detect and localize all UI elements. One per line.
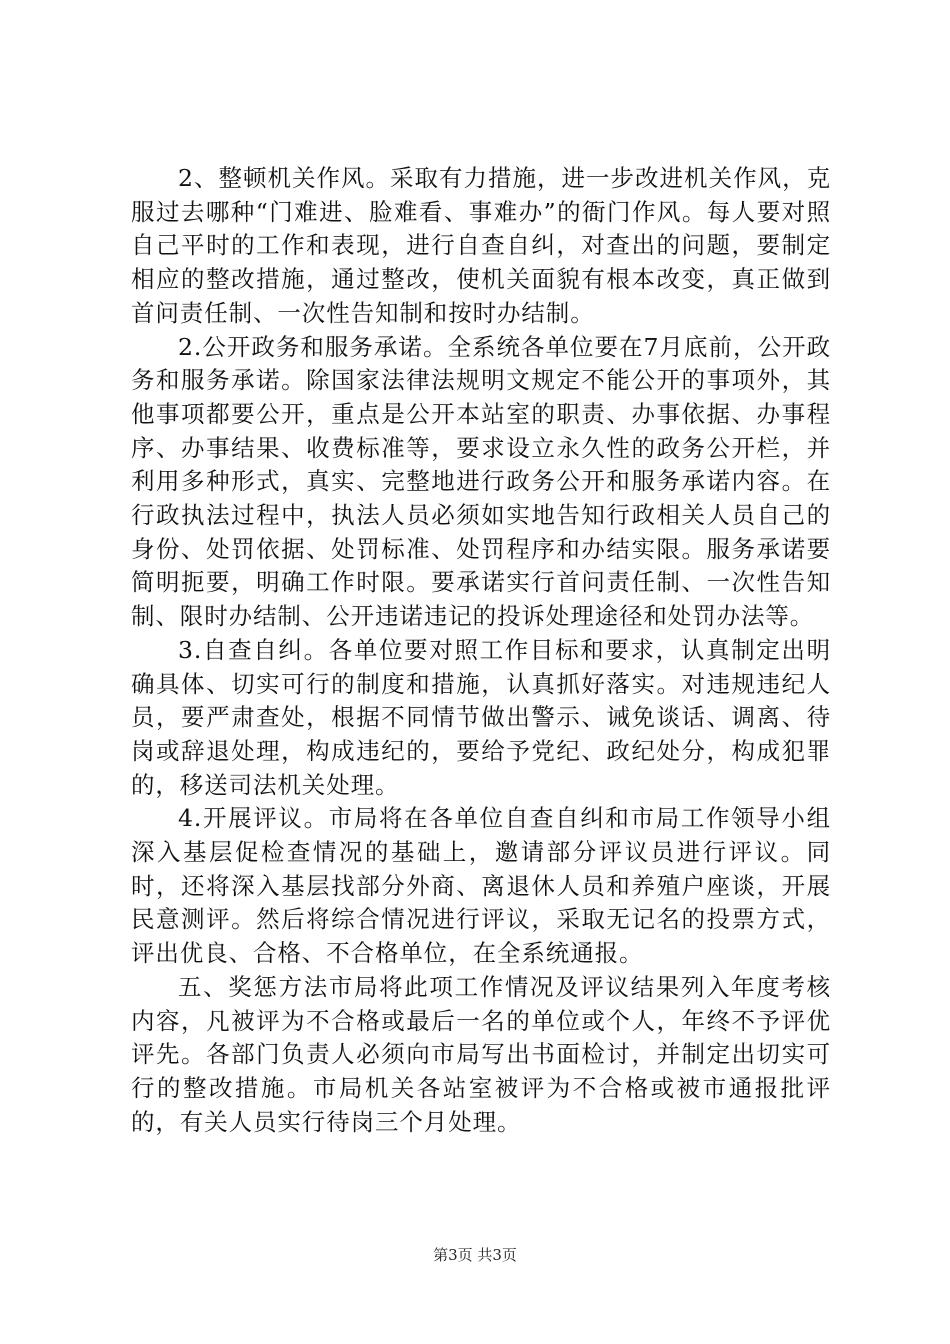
- paragraph-open-government-affairs: 2.公开政务和服务承诺。全系统各单位要在7月底前，公开政务和服务承诺。除国家法律法规明文规定不能公开的事项外，其他事项都要公开，重点是公开本站室的职责、办事依据、办事程序、办事结果、收费标准等，要求设立永久性的政务公开栏，并利用多种形式，真实、完整地进行政务公开和服务承诺内容。在行政执法过程中，执法人员必须如实地告知行政相关人员自己的身份、处罚依据、处罚标准、处罚程序和办结实限。服务承诺要简明扼要，明确工作时限。要承诺实行首问责任制、一次性告知制、限时办结制、公开违诺违记的投诉处理途径和处罚办法等。: [131, 332, 831, 631]
- page-number: 第3页: [433, 1246, 473, 1264]
- paragraph-rectify-work-style: 2、整顿机关作风。采取有力措施，进一步改进机关作风，克服过去哪种“门难进、脸难看、事难办”的衙门作风。每人要对照自己平时的工作和表现，进行自查自纠，对查出的问题，要制定相应的整改措施，通过整改，使机关面貌有根本改变，真正做到首问责任制、一次性告知制和按时办结制。: [131, 164, 831, 327]
- document-body: [131, 162, 831, 1139]
- page-total: 共3页: [477, 1246, 517, 1264]
- paragraph-carry-out-evaluation: 4.开展评议。市局将在各单位自查自纠和市局工作领导小组深入基层促检查情况的基础上，邀请部分评议员进行评议。同时，还将深入基层找部分外商、离退休人员和养殖户座谈，开展民意测评。然后将综合情况进行评议，采取无记名的投票方式，评出优良、合格、不合格单位，在全系统通报。: [131, 804, 831, 968]
- page-footer: [0, 1246, 950, 1264]
- paragraph-rewards-and-penalties: 五、奖惩方法市局将此项工作情况及评议结果列入年度考核内容，凡被评为不合格或最后一名的单位或个人，年终不予评优评先。各部门负责人必须向市局写出书面检讨，并制定出切实可行的整改措施。市局机关各站室被评为不合格或被市通报批评的，有关人员实行待岗三个月处理。: [131, 972, 831, 1136]
- paragraph-self-inspection: 3.自查自纠。各单位要对照工作目标和要求，认真制定出明确具体、切实可行的制度和措施，认真抓好落实。对违规违纪人员，要严肃查处，根据不同情节做出警示、诫免谈话、调离、待岗或辞退处理，构成违纪的，要给予党纪、政纪处分，构成犯罪的，移送司法机关处理。: [131, 635, 831, 799]
